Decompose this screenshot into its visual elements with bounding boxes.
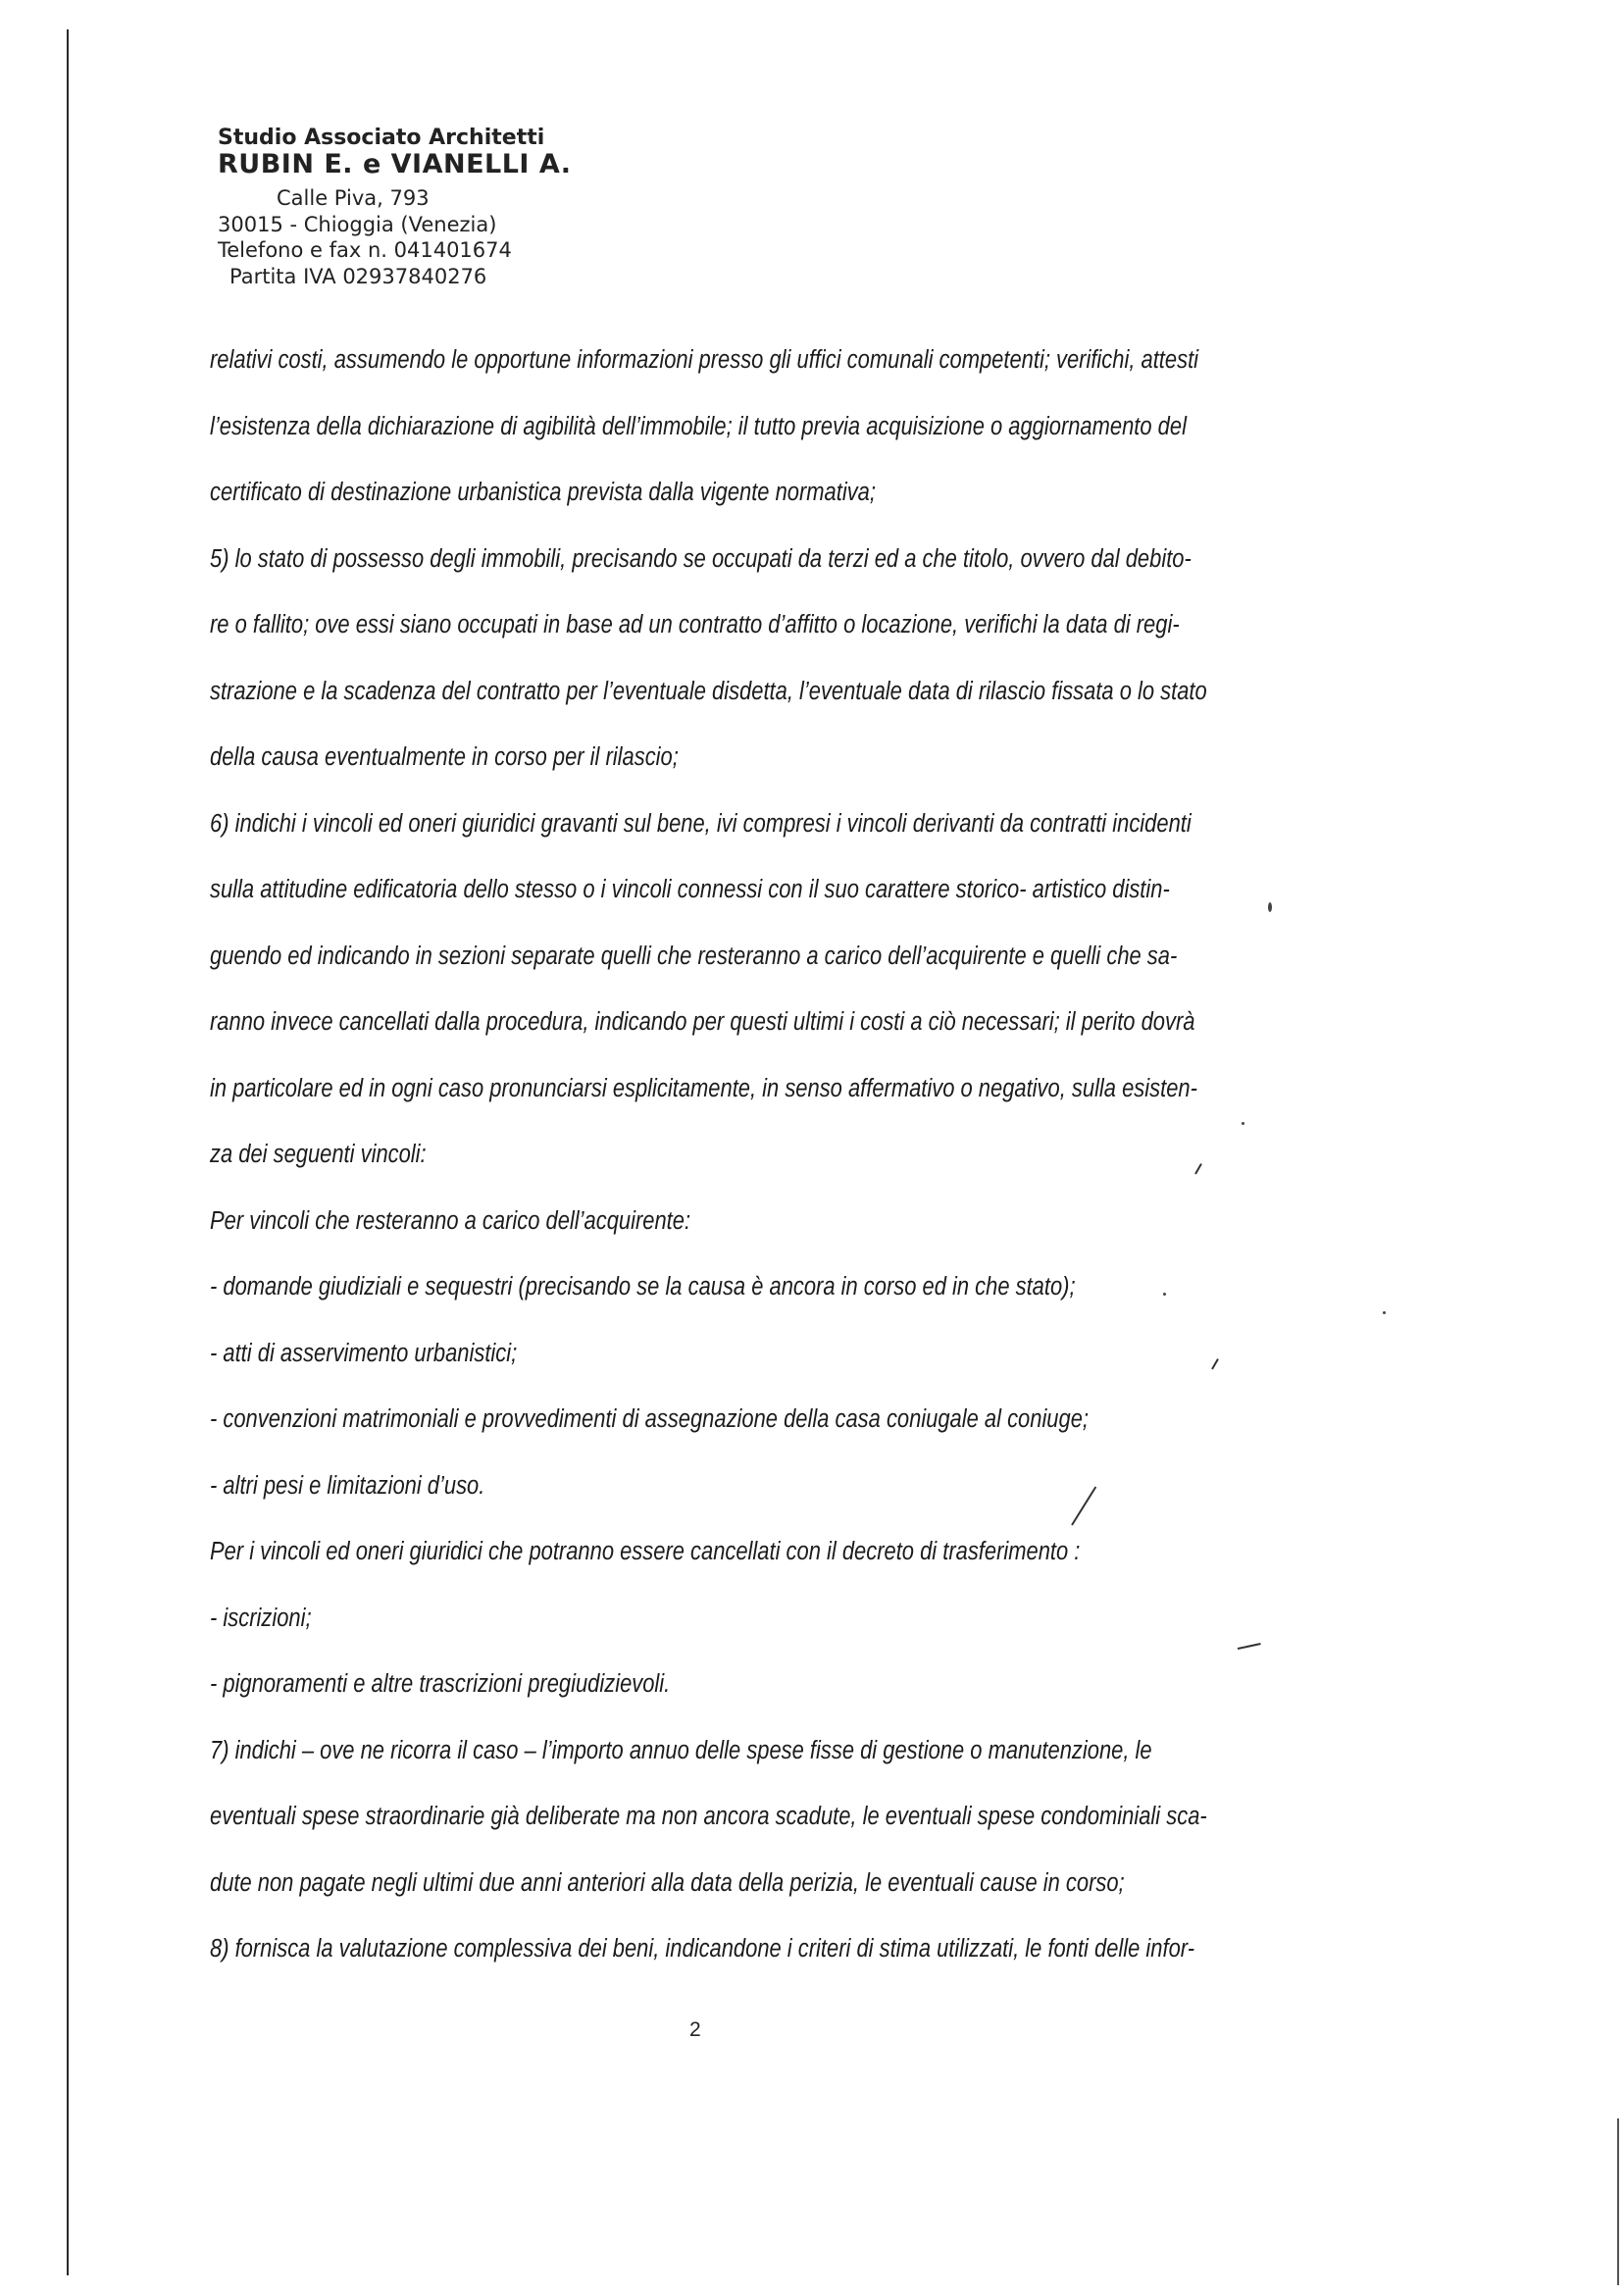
scan-speck bbox=[1194, 1163, 1202, 1174]
letterhead-names: RUBIN E. e VIANELLI A. bbox=[218, 149, 572, 179]
scan-speck bbox=[1383, 1311, 1386, 1314]
text-line: sulla attitudine edificatoria dello stesso o i vincoli connessi con il suo carattere storico- artistico distin- bbox=[210, 876, 1170, 903]
text-line: dute non pagate negli ultimi due anni anteriori alla data della perizia, le eventuali cause in corso; bbox=[210, 1869, 1125, 1897]
text-line: - iscrizioni; bbox=[210, 1605, 312, 1632]
letterhead-address: Calle Piva, 793 bbox=[277, 186, 430, 210]
letterhead-city: 30015 - Chioggia (Venezia) bbox=[218, 213, 497, 236]
text-line: relativi costi, assumendo le opportune informazioni presso gli uffici comunali competenti; verifichi, attesti bbox=[210, 346, 1199, 374]
text-line: eventuali spese straordinarie già deliberate ma non ancora scadute, le eventuali spese condominiali sca- bbox=[210, 1803, 1207, 1830]
scan-right-edge-mark bbox=[1617, 2118, 1619, 2285]
text-line: l’esistenza della dichiarazione di agibilità dell’immobile; il tutto previa acquisizione o aggiornamento del bbox=[210, 413, 1187, 440]
text-line: re o fallito; ove essi siano occupati in base ad un contratto d’affitto o locazione, verifichi la data di regi- bbox=[210, 611, 1180, 638]
text-line: Per vincoli che resteranno a carico dell’acquirente: bbox=[210, 1207, 691, 1235]
scan-speck bbox=[1211, 1358, 1219, 1369]
letterhead-vat: Partita IVA 02937840276 bbox=[229, 265, 487, 288]
scan-speck bbox=[1242, 1122, 1244, 1125]
text-line: 8) fornisca la valutazione complessiva dei beni, indicandone i criteri di stima utilizzati, le fonti delle infor- bbox=[210, 1935, 1194, 1963]
scan-left-border bbox=[67, 29, 69, 2275]
text-line: 6) indichi i vincoli ed oneri giuridici gravanti sul bene, ivi compresi i vincoli derivanti da contratti incidenti bbox=[210, 810, 1192, 838]
scan-speck bbox=[1238, 1643, 1261, 1650]
text-line: Per i vincoli ed oneri giuridici che potranno essere cancellati con il decreto di trasferimento : bbox=[210, 1538, 1081, 1565]
letterhead-studio: Studio Associato Architetti bbox=[218, 126, 545, 150]
text-line: guendo ed indicando in sezioni separate quelli che resteranno a carico dell’acquirente e quelli che sa- bbox=[210, 943, 1178, 970]
text-line: - convenzioni matrimoniali e provvedimenti di assegnazione della casa coniugale al coniuge; bbox=[210, 1405, 1089, 1433]
text-line: in particolare ed in ogni caso pronunciarsi esplicitamente, in senso affermativo o negativo, sulla esisten- bbox=[210, 1075, 1197, 1102]
text-line: - domande giudiziali e sequestri (precisando se la causa è ancora in corso ed in che stato); bbox=[210, 1273, 1076, 1300]
text-line: - atti di asservimento urbanistici; bbox=[210, 1340, 518, 1367]
text-line: - altri pesi e limitazioni d’uso. bbox=[210, 1472, 485, 1500]
text-line: certificato di destinazione urbanistica prevista dalla vigente normativa; bbox=[210, 479, 876, 506]
scan-speck bbox=[1071, 1486, 1096, 1525]
text-line: - pignoramenti e altre trascrizioni pregiudizievoli. bbox=[210, 1670, 671, 1698]
letterhead-phone: Telefono e fax n. 041401674 bbox=[218, 238, 512, 262]
scan-speck bbox=[1163, 1293, 1166, 1296]
text-line: 5) lo stato di possesso degli immobili, precisando se occupati da terzi ed a che titolo, ovvero dal debito- bbox=[210, 545, 1192, 573]
text-line: strazione e la scadenza del contratto per l’eventuale disdetta, l’eventuale data di rilascio fissata o lo stato bbox=[210, 678, 1207, 705]
text-line: della causa eventualmente in corso per il rilascio; bbox=[210, 743, 679, 771]
page-number: 2 bbox=[689, 2018, 701, 2041]
text-line: za dei seguenti vincoli: bbox=[210, 1141, 427, 1168]
scan-speck bbox=[1268, 902, 1272, 912]
text-line: ranno invece cancellati dalla procedura, indicando per questi ultimi i costi a ciò necessari; il perito dovrà bbox=[210, 1008, 1195, 1036]
text-line: 7) indichi – ove ne ricorra il caso – l’importo annuo delle spese fisse di gestione o manutenzione, le bbox=[210, 1737, 1152, 1764]
